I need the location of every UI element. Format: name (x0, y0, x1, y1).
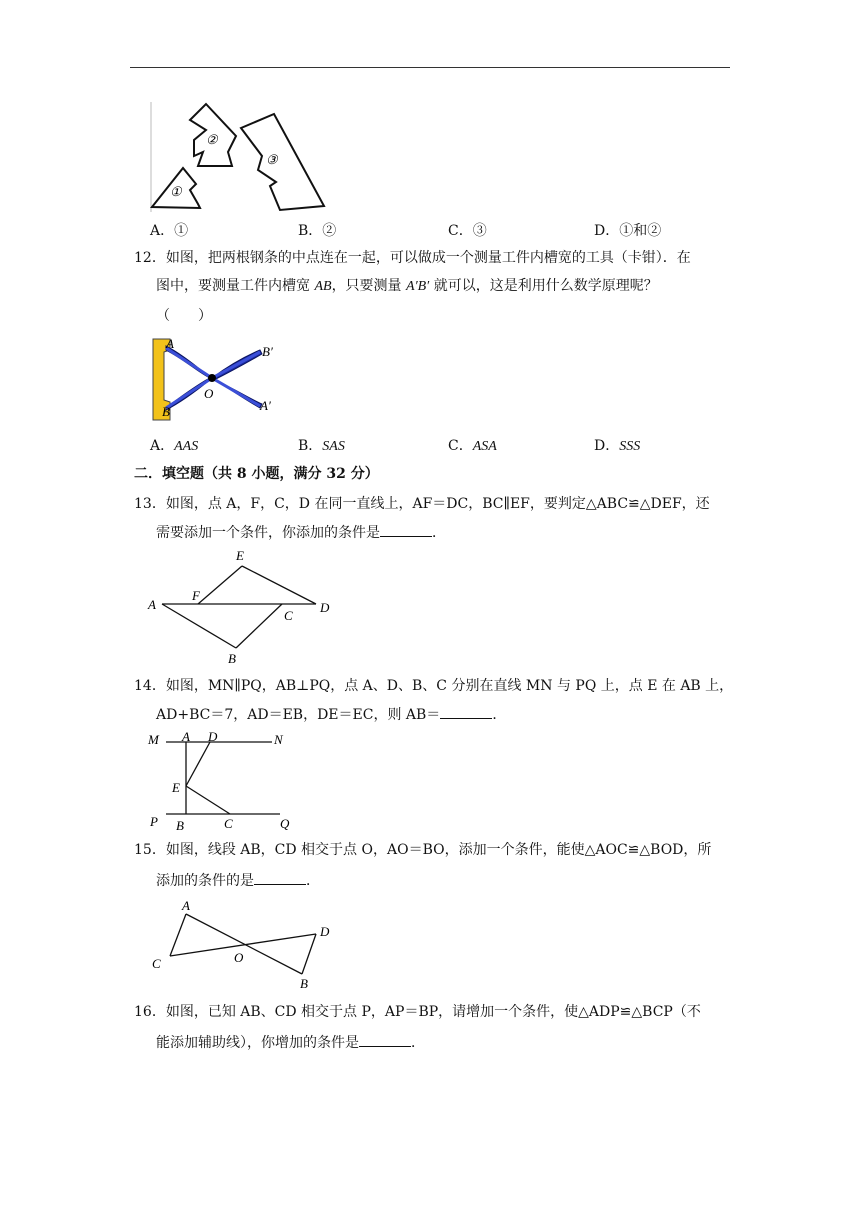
q12-label-bprime: B′ (262, 344, 273, 359)
q12-label-b: B (162, 404, 170, 419)
q14-line1: 14．如图，MN∥PQ，AB⊥PQ，点 A、D、B、C 分别在直线 MN 与 PQ 上，点 E 在 AB 上， (134, 678, 734, 694)
q15-label-c: C (152, 956, 161, 971)
q12-option-a[interactable] (150, 435, 198, 455)
q13-end: ． (432, 525, 446, 541)
q15-line1: 15．如图，线段 AB，CD 相交于点 O，AO＝BO，添加一个条件，能使△AOC≌△BOD，所 (134, 842, 712, 858)
q15-line2 (156, 870, 320, 891)
header-rule (130, 67, 730, 68)
q14-label-e: E (172, 780, 180, 795)
line-bc (236, 604, 282, 648)
q15-label-a: A (182, 898, 190, 913)
line-ac (170, 914, 186, 956)
q16-line2-text: 能添加辅助线），你增加的条件是 (156, 1035, 359, 1051)
q13-label-c: C (284, 608, 293, 623)
q12-opt-c-value: ASA (472, 439, 497, 454)
q12-ab: AB (314, 279, 332, 294)
q11-option-b[interactable]: B．② (298, 223, 337, 239)
q12-option-b[interactable] (298, 435, 345, 455)
q12-opt-c-letter: C． (448, 438, 473, 454)
q13-label-b: B (228, 651, 236, 666)
q12-apbp: A′B′ (406, 279, 430, 294)
q13-label-e: E (236, 548, 244, 563)
line-ab (186, 914, 302, 974)
pivot-o (208, 374, 216, 382)
q14-label-n: N (274, 732, 283, 747)
q11-option-c[interactable]: C．③ (448, 223, 487, 239)
q12-text-b: ，只要测量 (331, 278, 407, 294)
q14-line2-text: AD+BC＝7，AD＝EB，DE＝EC，则 AB＝ (156, 707, 441, 723)
q15-label-o: O (234, 950, 244, 965)
q13-line1: 13．如图，点 A，F，C，D 在同一直线上，AF＝DC，BC∥EF，要判定△ABC≌△DEF，还 (134, 496, 710, 512)
line-db (302, 934, 316, 974)
q12-line2 (156, 276, 658, 297)
q16-line2 (156, 1032, 425, 1053)
q11-option-a[interactable]: A．① (150, 223, 189, 239)
q15-answer-blank[interactable] (254, 870, 306, 885)
q11-figure (148, 100, 328, 215)
q14-answer-blank[interactable] (440, 704, 492, 719)
q14-label-a: A (182, 729, 190, 744)
caliper-arm-right (212, 350, 262, 408)
q15-line2-text: 添加的条件的是 (156, 873, 254, 889)
q12-line1: 12．如图，把两根钢条的中点连在一起，可以做成一个测量工件内槽宽的工具（卡钳）．在 (134, 250, 691, 266)
q15-label-b: B (300, 976, 308, 991)
q13-line2 (156, 522, 446, 543)
q12-opt-b-letter: B． (298, 438, 323, 454)
q16-line1: 16．如图，已知 AB、CD 相交于点 P，AP＝BP，请增加一个条件，使△ADP≌△BCP（不 (134, 1004, 701, 1020)
q12-option-c[interactable] (448, 435, 497, 455)
q11-option-d[interactable]: D．①和② (594, 223, 662, 239)
q14-label-m: M (148, 732, 159, 747)
q12-opt-b-value: SAS (322, 439, 345, 454)
q13-label-a: A (148, 597, 156, 612)
q14-label-p: P (150, 814, 158, 829)
q14-label-b: B (176, 818, 184, 833)
q13-label-d: D (320, 600, 330, 615)
q16-answer-blank[interactable] (359, 1032, 411, 1047)
q12-text-a: 图中，要测量工件内槽宽 (156, 278, 315, 294)
line-ab (162, 604, 236, 648)
q12-label-aprime: A′ (260, 398, 271, 413)
line-ed (242, 566, 316, 604)
q12-label-a: A (166, 336, 174, 351)
line-ec (186, 786, 230, 814)
q16-end: ． (411, 1035, 425, 1051)
q12-text-c: 就可以，这是利用什么数学原理呢？ (429, 278, 658, 294)
q14-label-q: Q (280, 816, 290, 831)
q12-opt-d-value: SSS (619, 439, 641, 454)
shape-3-label: ③ (266, 152, 278, 167)
q12-figure (150, 336, 290, 424)
section-2-heading: 二．填空题（共 8 小题，满分 32 分） (134, 466, 379, 482)
q12-opt-a-value: AAS (174, 439, 199, 454)
q12-opt-d-letter: D． (594, 438, 620, 454)
q14-end: ． (492, 707, 507, 723)
shape-2-label: ② (206, 132, 218, 147)
q13-label-f: F (192, 588, 200, 603)
shape-1-label: ① (170, 184, 182, 199)
q14-figure (144, 728, 304, 834)
line-fe (198, 566, 242, 604)
q15-label-d: D (320, 924, 330, 939)
q12-option-d[interactable] (594, 435, 640, 455)
q14-label-d: D (208, 729, 218, 744)
q13-line2-text: 需要添加一个条件，你添加的条件是 (156, 525, 380, 541)
q14-label-c: C (224, 816, 233, 831)
line-ed (186, 742, 210, 786)
q15-end: ． (306, 873, 320, 889)
q13-figure (146, 546, 346, 670)
shape-3 (241, 114, 324, 210)
q12-answer-bracket: （ ） (156, 308, 212, 324)
q12-label-o: O (204, 386, 214, 401)
caliper-highlight-right (212, 352, 260, 406)
q12-opt-a-letter: A． (150, 438, 175, 454)
q15-figure (146, 896, 346, 992)
q14-line2 (156, 704, 506, 725)
q13-answer-blank[interactable] (380, 522, 432, 537)
